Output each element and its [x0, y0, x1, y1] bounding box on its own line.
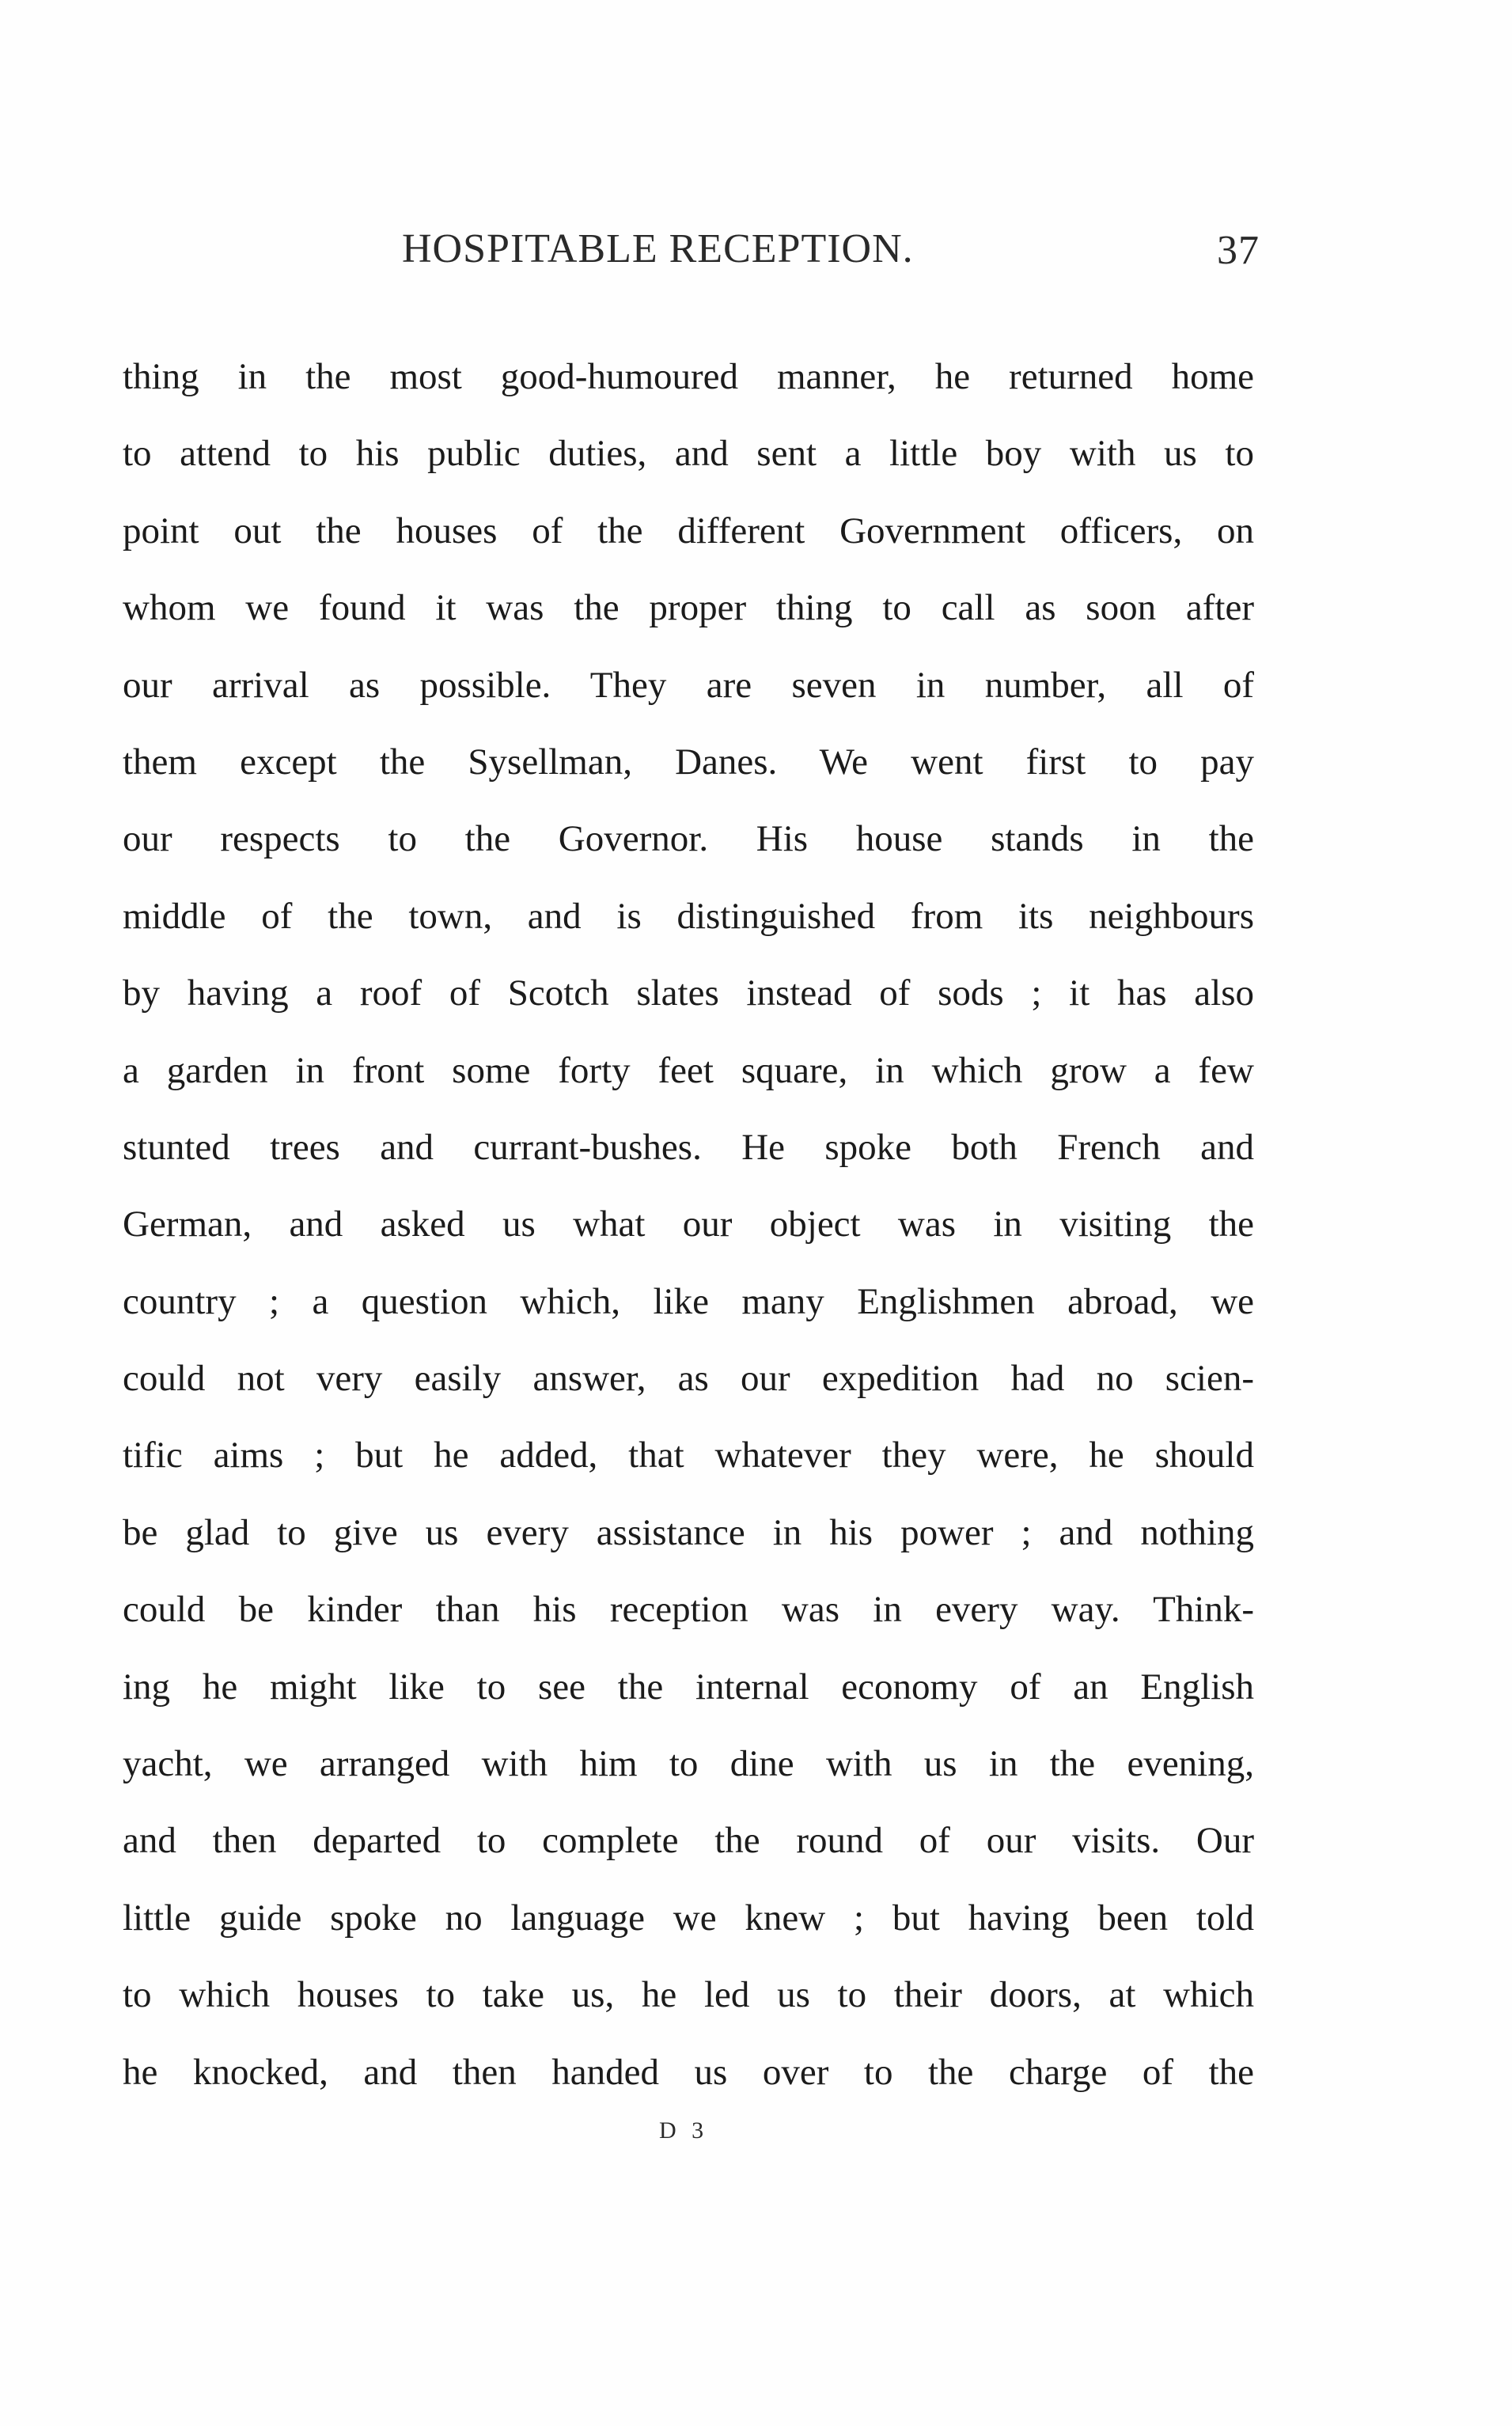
text-line: country ; a question which, like many Englishmen abroad, we: [123, 1280, 1254, 1322]
text-line: stunted trees and currant-bushes. He spoke both French and: [123, 1126, 1254, 1168]
text-line: to attend to his public duties, and sent a little boy with us to: [123, 433, 1254, 475]
text-line: thing in the most good-humoured manner, he returned home: [123, 356, 1254, 397]
text-line: could not very easily answer, as our expedition had no scien-: [123, 1358, 1254, 1400]
text-line: them except the Sysellman, Danes. We went first to pay: [123, 741, 1254, 783]
text-line: our respects to the Governor. His house stands in the: [123, 818, 1254, 860]
text-line: little guide spoke no language we knew ; but having been told: [123, 1897, 1254, 1939]
text-line: yacht, we arranged with him to dine with us in the evening,: [123, 1743, 1254, 1785]
text-line: could be kinder than his reception was in every way. Think-: [123, 1589, 1254, 1631]
signature-mark: D 3: [659, 2117, 709, 2144]
text-line: tific aims ; but he added, that whatever they were, he should: [123, 1435, 1254, 1476]
text-line: to which houses to take us, he led us to their doors, at which: [123, 1974, 1254, 2016]
running-head: [0, 222, 1512, 277]
text-line: our arrival as possible. They are seven in number, all of: [123, 664, 1254, 706]
text-line: middle of the town, and is distinguished from its neighbours: [123, 895, 1254, 937]
text-line: German, and asked us what our object was in visiting the: [123, 1204, 1254, 1245]
body-text: [123, 339, 1254, 2111]
text-line: by having a roof of Scotch slates instead of sods ; it has also: [123, 972, 1254, 1014]
text-line: he knocked, and then handed us over to the charge of the: [123, 2051, 1254, 2093]
text-line: ing he might like to see the internal economy of an English: [123, 1666, 1254, 1708]
text-line: point out the houses of the different Government officers, on: [123, 510, 1254, 552]
text-line: a garden in front some forty feet square, in which grow a few: [123, 1049, 1254, 1091]
text-line: be glad to give us every assistance in his power ; and nothing: [123, 1511, 1254, 1553]
page-number: 37: [1217, 228, 1260, 273]
text-line: and then departed to complete the round of our visits. Our: [123, 1820, 1254, 1862]
text-line: whom we found it was the proper thing to call as soon after: [123, 587, 1254, 629]
running-title: HOSPITABLE RECEPTION.: [402, 226, 914, 271]
